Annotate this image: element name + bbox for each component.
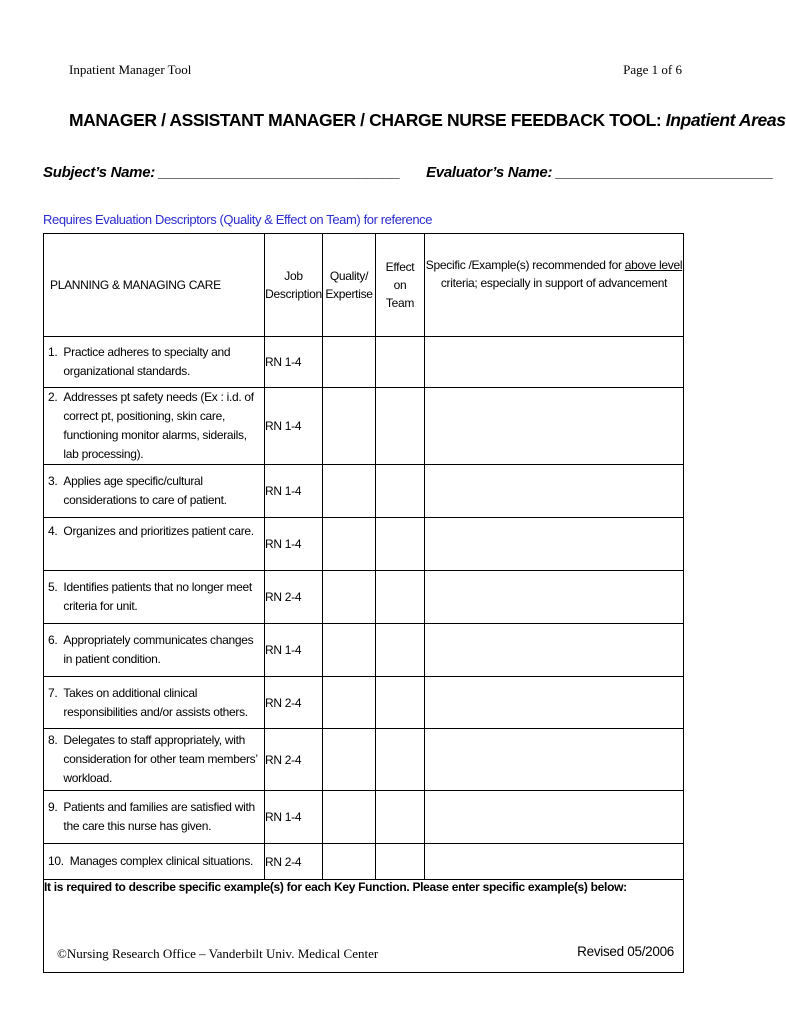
quality-expertise-cell[interactable] [323, 571, 376, 624]
effect-on-team-cell[interactable] [376, 729, 425, 791]
header-quality-line2: Expertise [325, 287, 373, 301]
item-number: 1. [48, 345, 58, 359]
job-level-cell: RN 1-4 [265, 337, 323, 388]
quality-expertise-cell[interactable] [323, 624, 376, 677]
item-cell [44, 791, 265, 844]
item-cell [44, 624, 265, 677]
item-number: 7. [48, 685, 58, 700]
name-fields [43, 164, 774, 181]
form-title-area: Inpatient Areas [665, 110, 786, 130]
job-level-cell: RN 1-4 [265, 465, 323, 518]
quality-expertise-cell[interactable] [323, 729, 376, 791]
effect-on-team-cell[interactable] [376, 791, 425, 844]
page-number: Page 1 of 6 [623, 62, 682, 77]
table-row [44, 624, 684, 677]
header-spec-line1: Specific /Example(s) recommended for [425, 258, 625, 272]
item-number: 9. [48, 800, 58, 814]
form-title-main: MANAGER / ASSISTANT MANAGER / CHARGE NURSE FEEDBACK TOOL: [69, 110, 666, 130]
effect-on-team-cell[interactable] [376, 337, 425, 388]
header-effect-on-team [376, 234, 425, 337]
item-cell [44, 729, 265, 791]
item-number: 4. [48, 524, 58, 538]
item-cell [44, 465, 265, 518]
quality-expertise-cell[interactable] [323, 844, 376, 880]
table-row [44, 388, 684, 465]
job-level-cell: RN 1-4 [265, 388, 323, 465]
quality-expertise-cell[interactable] [323, 388, 376, 465]
effect-on-team-cell[interactable] [376, 844, 425, 880]
job-level-cell: RN 1-4 [265, 791, 323, 844]
item-text: Manages complex clinical situations. [69, 854, 254, 868]
table-row [44, 677, 684, 729]
item-number: 3. [48, 474, 58, 488]
table-header-row [44, 234, 684, 337]
quality-expertise-cell[interactable] [323, 677, 376, 729]
header-effect-line1: Effect [385, 260, 415, 274]
quality-expertise-cell[interactable] [323, 465, 376, 518]
item-number: 5. [48, 580, 58, 594]
specific-example-cell[interactable] [425, 729, 684, 791]
item-cell [44, 677, 265, 729]
item-text: Practice adheres to specialty and organizational standards. [63, 345, 231, 378]
job-level-cell: RN 1-4 [265, 624, 323, 677]
evaluator-name-field[interactable]: Evaluator’s Name: ___________________________ [426, 164, 774, 181]
header-effect-line2: on [393, 278, 407, 292]
quality-expertise-cell[interactable] [323, 791, 376, 844]
header-effect-line3: Team [385, 296, 415, 310]
header-spec-line2: criteria; especially in support of advancement [440, 276, 668, 290]
item-text: Addresses pt safety needs (Ex : i.d. of correct pt, positioning, skin care, functioning monitor alarms, siderails, lab processing). [63, 390, 254, 461]
form-title [69, 110, 786, 131]
item-text: Identifies patients that no longer meet criteria for unit. [63, 580, 252, 613]
required-examples-instruction: It is required to describe specific example(s) for each Key Function. Please enter specific example(s) below: [44, 880, 627, 894]
item-number: 6. [48, 633, 58, 647]
effect-on-team-cell[interactable] [376, 677, 425, 729]
effect-on-team-cell[interactable] [376, 624, 425, 677]
item-text: Delegates to staff appropriately, with consideration for other team members’ workload. [63, 733, 258, 785]
table-row [44, 729, 684, 791]
table-row [44, 337, 684, 388]
section-label: PLANNING & MANAGING CARE [44, 234, 265, 337]
item-text: Applies age specific/cultural considerations to care of patient. [63, 474, 227, 507]
header-specific-examples [425, 234, 684, 337]
quality-expertise-cell[interactable] [323, 337, 376, 388]
effect-on-team-cell[interactable] [376, 388, 425, 465]
item-cell [44, 518, 265, 571]
specific-example-cell[interactable] [425, 518, 684, 571]
specific-example-cell[interactable] [425, 791, 684, 844]
job-level-cell: RN 2-4 [265, 571, 323, 624]
item-text: Patients and families are satisfied with the care this nurse has given. [63, 800, 255, 833]
header-job-description [265, 234, 323, 337]
header-tool-name: Inpatient Manager Tool [69, 62, 192, 77]
item-text: Appropriately communicates changes in patient condition. [63, 633, 254, 666]
effect-on-team-cell[interactable] [376, 518, 425, 571]
job-level-cell: RN 2-4 [265, 844, 323, 880]
item-number: 10. [48, 854, 64, 868]
table-row [44, 791, 684, 844]
header-job-line2: Description [265, 287, 322, 301]
job-level-cell: RN 2-4 [265, 729, 323, 791]
effect-on-team-cell[interactable] [376, 571, 425, 624]
effect-on-team-cell[interactable] [376, 465, 425, 518]
subject-name-field[interactable]: Subject’s Name: ______________________________ [43, 164, 401, 181]
specific-example-cell[interactable] [425, 465, 684, 518]
evaluation-descriptor-note: Requires Evaluation Descriptors (Quality & Effect on Team) for reference [43, 212, 433, 227]
specific-example-cell[interactable] [425, 677, 684, 729]
item-number: 2. [48, 390, 58, 404]
feedback-table [43, 233, 684, 973]
table-row [44, 571, 684, 624]
item-cell [44, 571, 265, 624]
quality-expertise-cell[interactable] [323, 518, 376, 571]
footer-revision: Revised 05/2006 [577, 944, 674, 959]
specific-example-cell[interactable] [425, 624, 684, 677]
specific-example-cell[interactable] [425, 388, 684, 465]
item-number: 8. [48, 733, 58, 747]
table-row [44, 844, 684, 880]
header-quality-expertise [323, 234, 376, 337]
specific-example-cell[interactable] [425, 844, 684, 880]
item-cell [44, 388, 265, 465]
item-text: Takes on additional clinical responsibilities and/or assists others. [63, 685, 248, 719]
table-row [44, 465, 684, 518]
job-level-cell: RN 1-4 [265, 518, 323, 571]
footer-copyright: ©Nursing Research Office – Vanderbilt Univ. Medical Center [57, 946, 379, 961]
item-text: Organizes and prioritizes patient care. [63, 524, 254, 538]
header-job-line1: Job [284, 269, 303, 283]
item-cell [44, 337, 265, 388]
table-row [44, 518, 684, 571]
specific-example-cell[interactable] [425, 337, 684, 388]
job-level-cell: RN 2-4 [265, 677, 323, 729]
header-spec-underline: above level [624, 258, 683, 272]
specific-example-cell[interactable] [425, 571, 684, 624]
header-quality-line1: Quality/ [329, 269, 369, 283]
item-cell [44, 844, 265, 880]
